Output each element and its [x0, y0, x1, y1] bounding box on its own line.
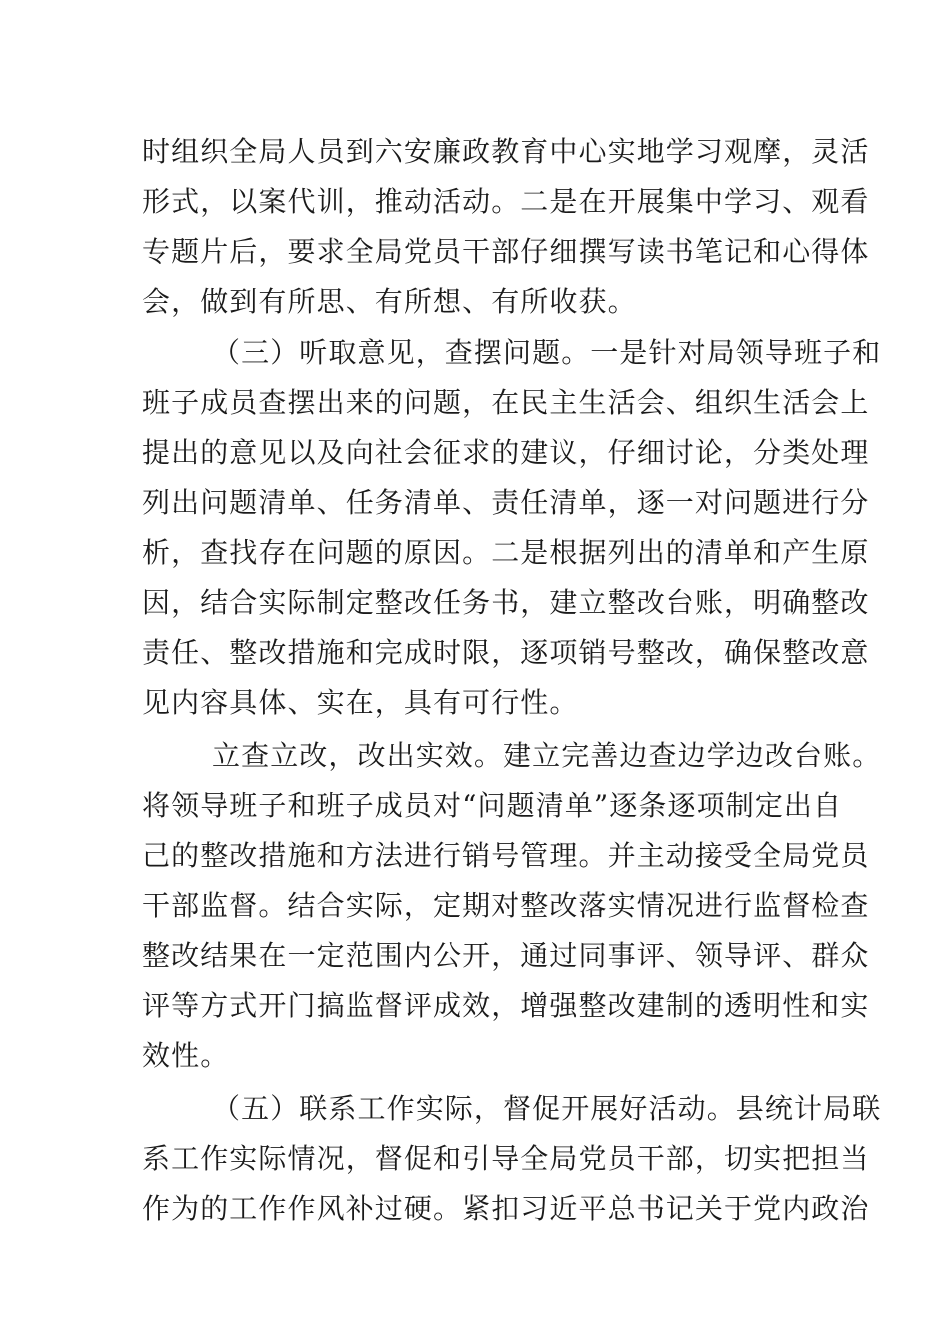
paragraph-2-line-3: 提出的意见以及向社会征求的建议，仔细讨论，分类处理: [142, 436, 870, 469]
paragraph-2-line-4: 列出问题清单、任务清单、责任清单，逐一对问题进行分: [142, 486, 870, 519]
paragraph-4-line-2: 系工作实际情况，督促和引导全局党员干部，切实把担当: [142, 1142, 870, 1175]
paragraph-1-line-3: 专题片后，要求全局党员干部仔细撰写读书笔记和心得体: [142, 235, 870, 268]
paragraph-2-line-7: 责任、整改措施和完成时限，逐项销号整改，确保整改意: [142, 636, 870, 669]
paragraph-3-line-5: 整改结果在一定范围内公开，通过同事评、领导评、群众: [142, 939, 870, 972]
paragraph-3-line-4: 干部监督。结合实际，定期对整改落实情况进行监督检查: [142, 889, 870, 922]
paragraph-3-line-7: 效性。: [142, 1039, 230, 1072]
paragraph-2-line-1: （三）听取意见，查摆问题。一是针对局领导班子和: [212, 336, 882, 369]
paragraph-2-line-6: 因，结合实际制定整改任务书，建立整改台账，明确整改: [142, 586, 870, 619]
paragraph-2-line-5: 析，查找存在问题的原因。二是根据列出的清单和产生原: [142, 536, 870, 569]
paragraph-3-line-6: 评等方式开门搞监督评成效，增强整改建制的透明性和实: [142, 989, 870, 1022]
paragraph-3-line-2: 将领导班子和班子成员对“问题清单”逐条逐项制定出自: [142, 789, 843, 822]
paragraph-1-line-2: 形式，以案代训，推动活动。二是在开展集中学习、观看: [142, 185, 870, 218]
paragraph-3-line-1: 立查立改，改出实效。建立完善边查边学边改台账。: [212, 739, 882, 772]
paragraph-4-line-3: 作为的工作作风补过硬。紧扣习近平总书记关于党内政治: [142, 1192, 870, 1225]
paragraph-1-line-4: 会，做到有所思、有所想、有所收获。: [142, 285, 637, 318]
paragraph-3-line-3: 己的整改措施和方法进行销号管理。并主动接受全局党员: [142, 839, 870, 872]
paragraph-1-line-1: 时组织全局人员到六安廉政教育中心实地学习观摩，灵活: [142, 135, 870, 168]
paragraph-2-line-8: 见内容具体、实在，具有可行性。: [142, 686, 579, 719]
paragraph-4-line-1: （五）联系工作实际，督促开展好活动。县统计局联: [212, 1092, 882, 1125]
paragraph-2-line-2: 班子成员查摆出来的问题，在民主生活会、组织生活会上: [142, 386, 870, 419]
